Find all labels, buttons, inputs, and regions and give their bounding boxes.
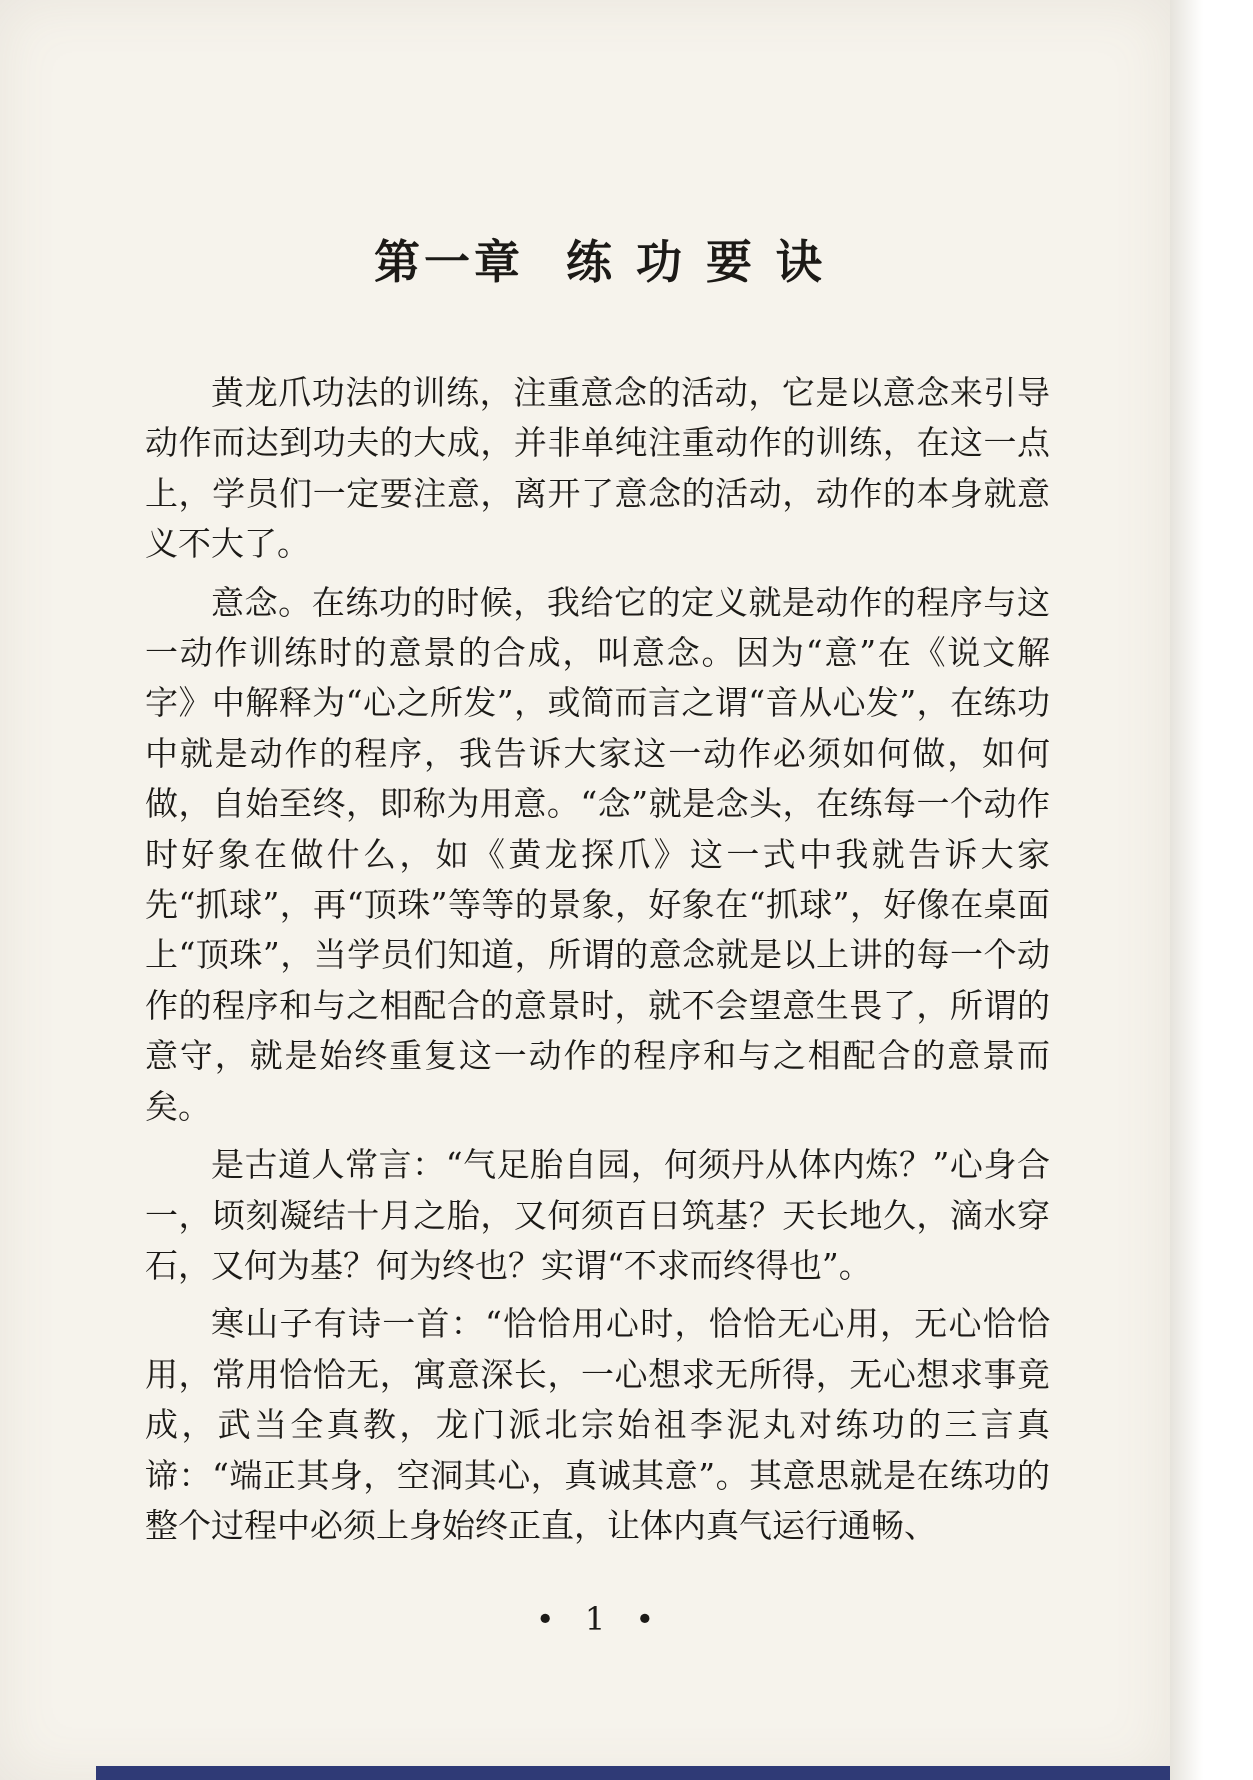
paragraph-3: 是古道人常言：“气足胎自园，何须丹从体内炼？”心身合一，顷刻凝结十月之胎，又何须百日筑基？天长地久，滴水穿石，又何为基？何为终也？实谓“不求而终得也”。 <box>145 1145 1050 1285</box>
scan-right-margin <box>1170 0 1253 1780</box>
chapter-title <box>150 232 1050 292</box>
chapter-title-text: 练 功 要 诀 <box>565 235 827 289</box>
paragraph-4: 寒山子有诗一首：“恰恰用心时，恰恰无心用，无心恰恰用，常用恰恰无，寓意深长，一心想求无所得，无心想求事竟成，武当全真教，龙门派北宗始祖李泥丸对练功的三言真谛：“端正其身，空洞其心，真诚其意”。其意思就是在练功的整个过程中必须上身始终正直，让体内真气运行通畅、 <box>145 1304 1050 1545</box>
paragraph-1: 黄龙爪功法的训练，注重意念的活动，它是以意念来引导动作而达到功夫的大成，并非单纯注重动作的训练，在这一点上，学员们一定要注意，离开了意念的活动，动作的本身就意义不大了。 <box>145 373 1050 564</box>
chapter-number-label: 第一章 <box>373 235 524 289</box>
page-number: • 1 • <box>535 1600 665 1638</box>
paragraph-2: 意念。在练功的时候，我给它的定义就是动作的程序与这一动作训练时的意景的合成，叫意念。因为“意”在《说文解字》中解释为“心之所发”，或简而言之谓“音从心发”，在练功中就是动作的程序，我告诉大家这一动作必须如何做，如何做，自始至终，即称为用意。“念”就是念头，在练每一个动作时好象在做什么，如《黄龙探爪》这一式中我就告诉大家先“抓球”，再“顶珠”等等的景象，好象在“抓球”，好像在桌面上“顶珠”，当学员们知道，所谓的意念就是以上讲的每一个动作的程序和与之相配合的意景时，就不会望意生畏了，所谓的意守，就是始终重复这一动作的程序和与之相配合的意景而矣。 <box>145 582 1050 1126</box>
body-text <box>145 368 1050 1559</box>
scan-bottom-edge <box>96 1766 1170 1780</box>
